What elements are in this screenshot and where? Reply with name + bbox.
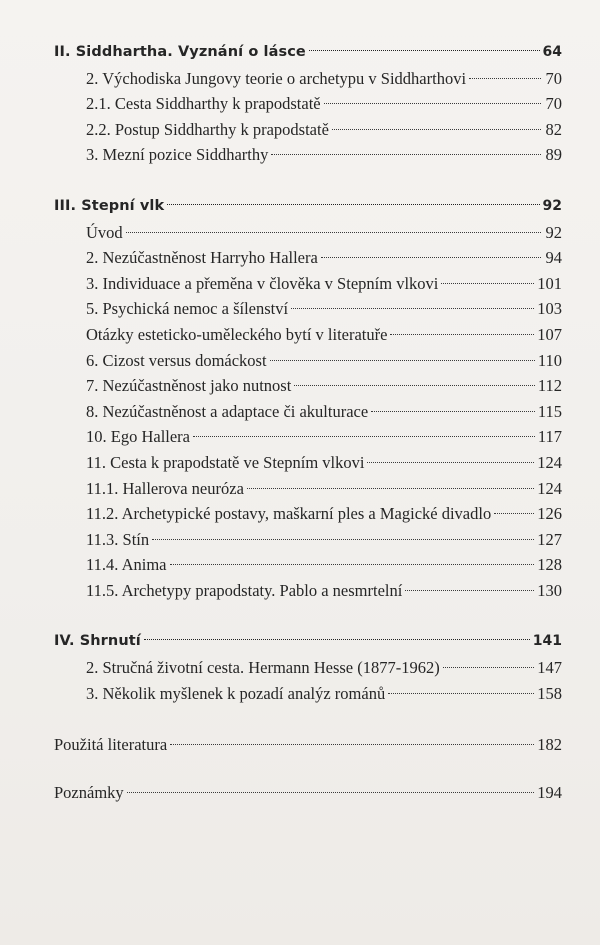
- page-number: 89: [545, 145, 562, 165]
- entry-label: 3. Několik myšlenek k pozadí analýz románů: [86, 683, 386, 703]
- dot-leader: [247, 488, 534, 489]
- page-number: 130: [537, 580, 562, 600]
- entry-label: 2. Nezúčastněnost Harryho Hallera: [86, 248, 318, 268]
- page-number: 147: [537, 658, 562, 678]
- toc-entry: [54, 91, 562, 117]
- toc-entry: [54, 271, 562, 297]
- page-number: 64: [542, 44, 562, 60]
- toc-entry: [54, 142, 562, 168]
- page-number: 128: [537, 555, 562, 575]
- page-number: 110: [537, 350, 562, 370]
- page-number: 124: [537, 452, 562, 472]
- page-number: 126: [537, 504, 562, 524]
- page-number: 92: [542, 197, 562, 214]
- entry-label: Použitá literatura: [54, 735, 168, 755]
- entry-label: 2.1. Cesta Siddharthy k prapodstatě: [86, 94, 321, 114]
- page-number: 182: [537, 735, 562, 755]
- entry-label: Otázky esteticko-uměleckého bytí v literatuře: [86, 324, 388, 344]
- section-title: II. Siddhartha. Vyznání o lásce: [54, 44, 306, 60]
- toc-entry-notes: [54, 780, 562, 806]
- page-number: 141: [532, 633, 562, 650]
- section-title: III. Stepní vlk: [54, 197, 165, 214]
- dot-leader: [170, 744, 534, 745]
- dot-leader: [388, 693, 534, 694]
- page-number: 117: [537, 427, 562, 447]
- entry-label: Úvod: [86, 222, 123, 242]
- dot-leader: [443, 667, 535, 668]
- toc-entry: [54, 220, 562, 246]
- page-number: 127: [537, 529, 562, 549]
- entry-label: 11.3. Stín: [86, 529, 150, 549]
- page-number: 101: [537, 273, 562, 293]
- page-number: 115: [537, 401, 562, 421]
- toc-entry: [54, 527, 562, 553]
- entry-label: 5. Psychická nemoc a šílenství: [86, 299, 289, 319]
- toc-entry: [54, 476, 562, 502]
- entry-label: 10. Ego Hallera: [86, 427, 191, 447]
- toc-entry: [54, 348, 562, 374]
- page-number: 103: [537, 299, 562, 319]
- dot-leader: [332, 129, 541, 130]
- entry-label: 11.5. Archetypy prapodstaty. Pablo a nesmrtelní: [86, 580, 403, 600]
- toc-entry: [54, 681, 562, 707]
- entry-label: 2. Východiska Jungovy teorie o archetypu v Siddharthovi: [86, 68, 467, 88]
- dot-leader: [271, 154, 541, 155]
- toc-entry: [54, 655, 562, 681]
- section-title: IV. Shrnutí: [54, 633, 141, 650]
- dot-leader: [152, 539, 534, 540]
- section-spacer: [54, 168, 562, 194]
- toc-section-heading: [54, 194, 562, 220]
- toc-entry: [54, 424, 562, 450]
- toc-entry: [54, 578, 562, 604]
- toc-section-heading: [54, 629, 562, 655]
- entry-label: 6. Cizost versus domáckost: [86, 350, 267, 370]
- toc-entry: [54, 322, 562, 348]
- entry-label: 11.1. Hallerova neuróza: [86, 478, 244, 498]
- dot-leader: [441, 283, 534, 284]
- dot-leader: [294, 385, 535, 386]
- dot-leader: [170, 564, 535, 565]
- entry-label: 11. Cesta k prapodstatě ve Stepním vlkovi: [86, 452, 365, 472]
- page-number: 194: [537, 782, 562, 802]
- page-number: 94: [545, 248, 562, 268]
- page-number: 70: [545, 68, 562, 88]
- toc-entry: [54, 501, 562, 527]
- page-number: 158: [537, 683, 562, 703]
- toc-entry: [54, 399, 562, 425]
- dot-leader: [469, 78, 541, 79]
- entry-label: 3. Individuace a přeměna v člověka v Stepním vlkovi: [86, 273, 439, 293]
- toc-section-heading: [54, 40, 562, 66]
- dot-leader: [309, 50, 540, 51]
- toc-entry: [54, 117, 562, 143]
- entry-label: Poznámky: [54, 782, 124, 802]
- page-number: 82: [545, 119, 562, 139]
- entry-label: 2. Stručná životní cesta. Hermann Hesse (1877-1962): [86, 658, 440, 678]
- entry-label: 2.2. Postup Siddharthy k prapodstatě: [86, 119, 329, 139]
- toc-entry: [54, 66, 562, 92]
- dot-leader: [367, 462, 534, 463]
- toc-entry: [54, 245, 562, 271]
- dot-leader: [291, 308, 534, 309]
- dot-leader: [193, 436, 535, 437]
- page-number: 124: [537, 478, 562, 498]
- dot-leader: [127, 792, 535, 793]
- toc-entry-literature: [54, 732, 562, 758]
- dot-leader: [167, 204, 539, 205]
- section-spacer: [54, 758, 562, 780]
- entry-label: 8. Nezúčastněnost a adaptace či akulturace: [86, 401, 369, 421]
- dot-leader: [321, 257, 541, 258]
- dot-leader: [371, 411, 535, 412]
- toc-entry: [54, 552, 562, 578]
- table-of-contents: [54, 40, 562, 805]
- page-number: 112: [537, 376, 562, 396]
- entry-label: 3. Mezní pozice Siddharthy: [86, 145, 269, 165]
- section-spacer: [54, 603, 562, 629]
- dot-leader: [126, 232, 541, 233]
- toc-entry: [54, 373, 562, 399]
- dot-leader: [144, 639, 530, 640]
- page-number: 70: [545, 94, 562, 114]
- dot-leader: [324, 103, 541, 104]
- toc-entry: [54, 450, 562, 476]
- section-spacer: [54, 706, 562, 732]
- entry-label: 7. Nezúčastněnost jako nutnost: [86, 376, 292, 396]
- entry-label: 11.4. Anima: [86, 555, 167, 575]
- dot-leader: [390, 334, 534, 335]
- dot-leader: [270, 360, 535, 361]
- page-number: 107: [537, 324, 562, 344]
- toc-entry: [54, 296, 562, 322]
- dot-leader: [494, 513, 534, 514]
- entry-label: 11.2. Archetypické postavy, maškarní ples a Magické divadlo: [86, 504, 492, 524]
- page-number: 92: [545, 222, 562, 242]
- dot-leader: [405, 590, 534, 591]
